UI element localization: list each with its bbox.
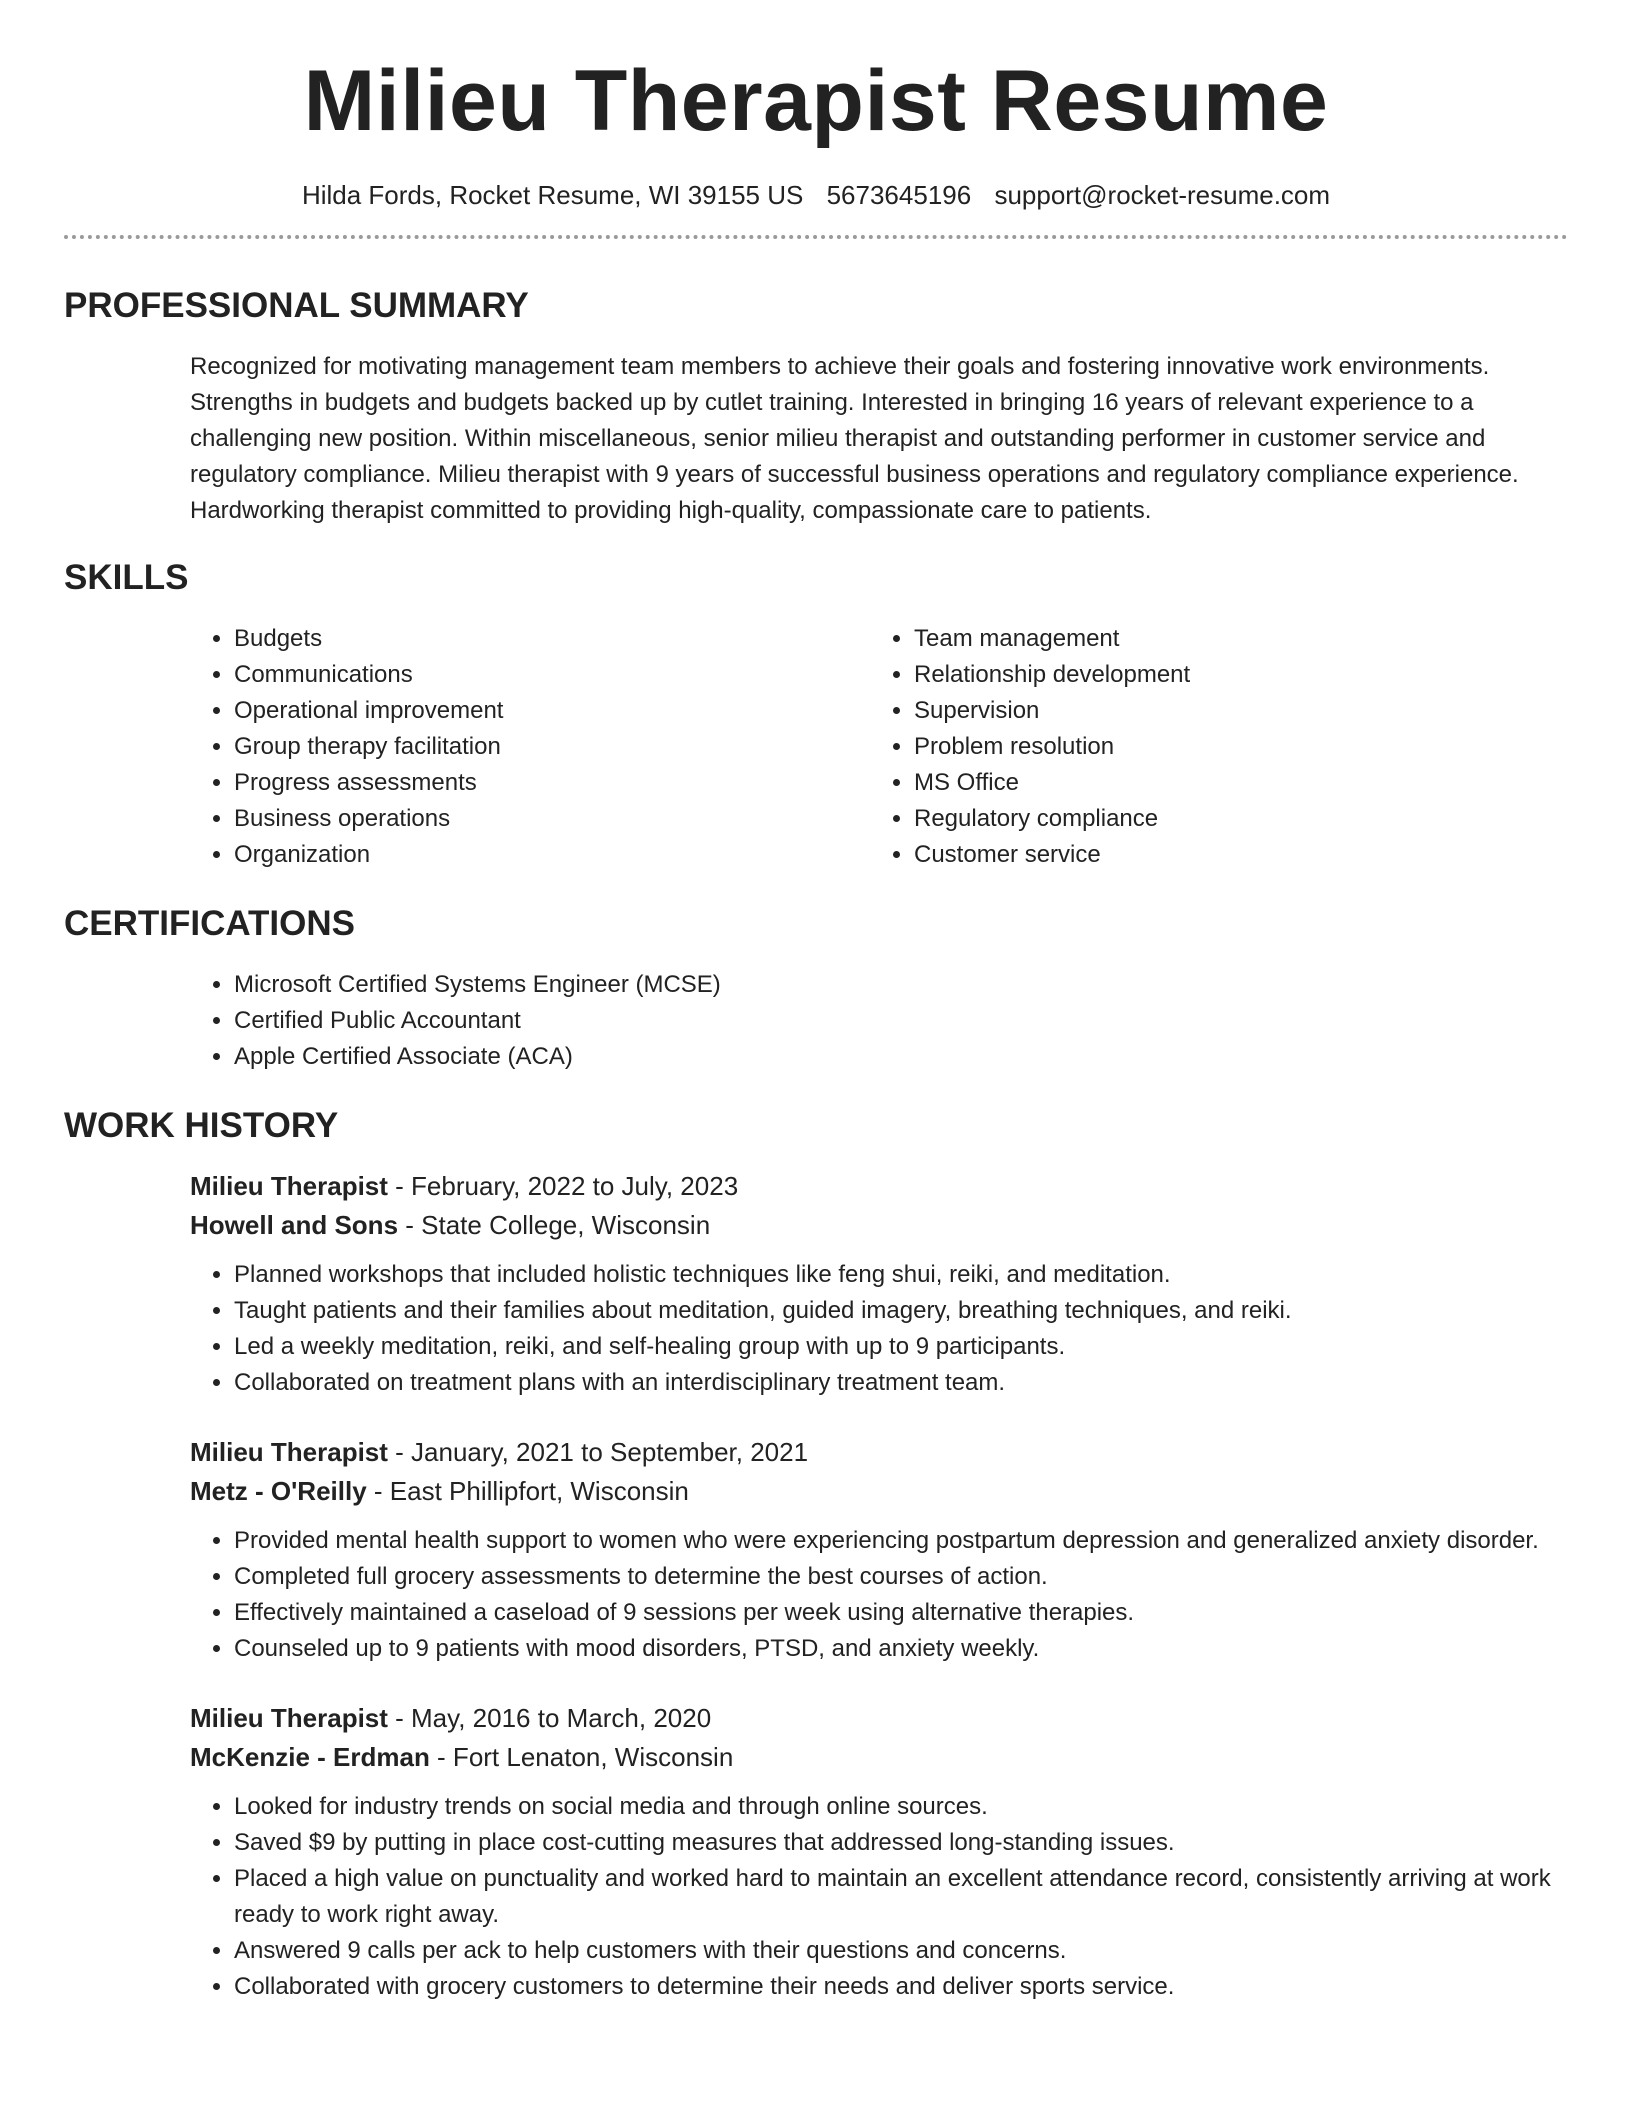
job-bullet: • Effectively maintained a caseload of 9 sessions per week using alternative therapies. <box>234 1595 1568 1631</box>
job-title: Milieu Therapist <box>190 1171 388 1201</box>
contact-address: Hilda Fords, Rocket Resume, WI 39155 US <box>301 180 804 210</box>
list-item: • Regulatory compliance <box>914 801 1550 837</box>
job-bullets <box>190 1257 1568 1401</box>
job-bullet: • Collaborated on treatment plans with an interdisciplinary treatment team. <box>234 1365 1568 1401</box>
job-entry <box>190 1433 1568 1667</box>
list-item: • Microsoft Certified Systems Engineer (MCSE) <box>234 967 1568 1003</box>
list-item: • Business operations <box>234 801 870 837</box>
job-bullet: • Looked for industry trends on social media and through online sources. <box>234 1789 1568 1825</box>
job-bullet: • Led a weekly meditation, reiki, and self-healing group with up to 9 participants. <box>234 1329 1568 1365</box>
job-company: Howell and Sons <box>190 1210 399 1240</box>
job-dates: - February, 2022 to July, 2023 <box>387 1171 739 1201</box>
job-bullet: • Answered 9 calls per ack to help customers with their questions and concerns. <box>234 1933 1568 1969</box>
job-bullets <box>190 1789 1568 2005</box>
job-title-line <box>190 1433 1568 1472</box>
list-item: • Organization <box>234 837 870 873</box>
skills-right-list <box>870 621 1550 873</box>
job-entry <box>190 1699 1568 2005</box>
job-entry <box>190 1167 1568 1401</box>
job-bullet: • Collaborated with grocery customers to determine their needs and deliver sports service. <box>234 1969 1568 2005</box>
list-item: • Apple Certified Associate (ACA) <box>234 1039 1568 1075</box>
list-item: • Certified Public Accountant <box>234 1003 1568 1039</box>
job-location: - State College, Wisconsin <box>398 1210 711 1240</box>
job-bullet: • Taught patients and their families about meditation, guided imagery, breathing techniques, and reiki. <box>234 1293 1568 1329</box>
list-item: • Customer service <box>914 837 1550 873</box>
skills-columns <box>190 621 1568 873</box>
list-item: • Progress assessments <box>234 765 870 801</box>
list-item: • Communications <box>234 657 870 693</box>
job-location: - Fort Lenaton, Wisconsin <box>429 1742 734 1772</box>
job-bullet: • Provided mental health support to women who were experiencing postpartum depression and generalized anxiety disorder. <box>234 1523 1568 1559</box>
job-location: - East Phillipfort, Wisconsin <box>366 1476 689 1506</box>
job-company: McKenzie - Erdman <box>190 1742 430 1772</box>
certifications-heading: CERTIFICATIONS <box>64 904 356 943</box>
list-item: • Relationship development <box>914 657 1550 693</box>
skills-heading: SKILLS <box>64 558 189 597</box>
job-company-line <box>190 1472 1568 1511</box>
job-bullet: • Planned workshops that included holistic techniques like feng shui, reiki, and meditation. <box>234 1257 1568 1293</box>
contact-phone: 5673645196 <box>826 180 972 210</box>
list-item: • Problem resolution <box>914 729 1550 765</box>
header-divider <box>64 235 1568 239</box>
list-item: • Operational improvement <box>234 693 870 729</box>
certifications-section <box>64 903 1568 1075</box>
job-bullets <box>190 1523 1568 1667</box>
summary-text: Recognized for motivating management team members to achieve their goals and fostering innovative work environments. Strengths in budgets and budgets backed up by cutlet training. Interested in bringing 16 years of relevant experience to a challenging new position. Within miscellaneous, senior milieu therapist and outstanding performer in customer service and regulatory compliance. Milieu therapist with 9 years of successful business operations and regulatory compliance experience. Hardworking therapist committed to providing high-quality, compassionate care to patients. <box>190 353 1519 524</box>
job-bullet: • Placed a high value on punctuality and worked hard to maintain an excellent attendance record, consistently arriving at work ready to work right away. <box>234 1861 1568 1933</box>
summary-section <box>64 285 1568 529</box>
summary-heading: PROFESSIONAL SUMMARY <box>64 286 529 325</box>
work-section <box>64 1105 1568 2005</box>
job-bullet: • Completed full grocery assessments to determine the best courses of action. <box>234 1559 1568 1595</box>
job-title: Milieu Therapist <box>190 1703 388 1733</box>
skills-right-column <box>870 621 1550 873</box>
skills-left-column <box>190 621 870 873</box>
work-heading: WORK HISTORY <box>64 1106 339 1145</box>
job-dates: - January, 2021 to September, 2021 <box>387 1437 809 1467</box>
list-item: • Team management <box>914 621 1550 657</box>
job-bullet: • Counseled up to 9 patients with mood disorders, PTSD, and anxiety weekly. <box>234 1631 1568 1667</box>
list-item: • Group therapy facilitation <box>234 729 870 765</box>
job-company: Metz - O'Reilly <box>190 1476 367 1506</box>
certifications-body <box>190 967 1568 1075</box>
certifications-list <box>190 967 1568 1075</box>
resume-title: Milieu Therapist Resume <box>303 53 1329 149</box>
job-title-line <box>190 1699 1568 1738</box>
jobs-container <box>190 1167 1568 2005</box>
job-dates: - May, 2016 to March, 2020 <box>387 1703 712 1733</box>
job-bullet: • Saved $9 by putting in place cost-cutting measures that addressed long-standing issues. <box>234 1825 1568 1861</box>
list-item: • Budgets <box>234 621 870 657</box>
job-company-line <box>190 1738 1568 1777</box>
list-item: • MS Office <box>914 765 1550 801</box>
skills-section <box>64 557 1568 873</box>
job-title-line <box>190 1167 1568 1206</box>
contact-email: support@rocket-resume.com <box>994 180 1331 210</box>
skills-left-list <box>190 621 870 873</box>
contact-line <box>64 180 1568 211</box>
job-company-line <box>190 1206 1568 1245</box>
job-title: Milieu Therapist <box>190 1437 388 1467</box>
list-item: • Supervision <box>914 693 1550 729</box>
